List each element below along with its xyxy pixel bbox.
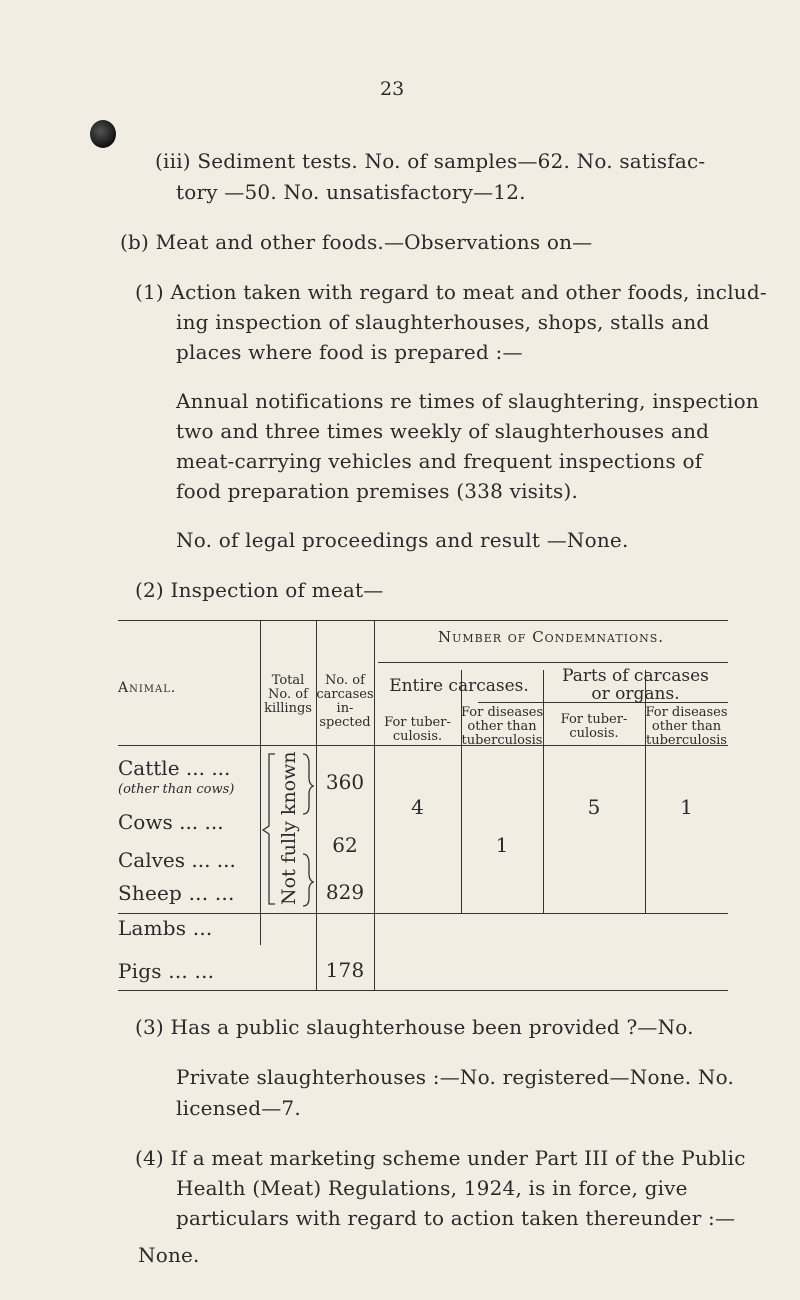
animal-row-cattle-note: (other than cows): [118, 782, 235, 797]
animal-column-header: Animal.: [118, 680, 177, 696]
animal-row-pigs: Pigs ... ...: [118, 959, 215, 983]
parts-tb-header-2: culosis.: [569, 726, 619, 741]
parts-other-value: 1: [680, 795, 693, 819]
item4-line-4: None.: [138, 1243, 200, 1267]
parts-other-header-2: other than: [651, 719, 722, 734]
item3-line-3: licensed—7.: [176, 1096, 301, 1120]
page-number: 23: [380, 78, 405, 100]
legal-proceedings: No. of legal proceedings and result —None.: [176, 528, 629, 552]
entire-other-header-2: other than: [467, 719, 537, 734]
parts-other-header-3: tuberculosis: [646, 733, 727, 748]
parts-other-header-1: For diseases: [645, 705, 728, 720]
animal-row-cows: Cows ... ...: [118, 810, 224, 834]
parts-tb-value: 5: [587, 795, 601, 819]
entire-tb-value: 4: [411, 795, 424, 819]
entire-carcases-header: Entire carcases.: [389, 676, 529, 696]
animal-row-sheep: Sheep ... ...: [118, 881, 235, 905]
entire-tb-header-1: For tuber-: [384, 715, 451, 730]
inspected-sheep-lambs: 829: [325, 880, 365, 904]
table-lower-rows: [118, 620, 728, 1010]
ink-blot: [90, 120, 116, 148]
entire-other-value: 1: [495, 833, 509, 857]
total-killings-label-3: killings: [264, 701, 312, 716]
entire-other-header-1: For diseases: [461, 705, 544, 720]
inspected-cattle-cows: 360: [325, 770, 365, 794]
inspected-calves: 62: [332, 833, 358, 857]
annual-line-3: meat-carrying vehicles and frequent inspections of: [176, 449, 703, 473]
parts-header-2: or organs.: [591, 684, 680, 704]
item2-heading: (2) Inspection of meat—: [135, 578, 384, 602]
item3-line-2: Private slaughterhouses :—No. registered—None. No.: [176, 1065, 735, 1089]
animal-row-lambs: Lambs ...: [118, 916, 213, 940]
inspected-pigs: 178: [325, 958, 365, 982]
not-fully-known-label: Not fully known: [278, 751, 300, 905]
parts-header-1: Parts of carcases: [562, 666, 709, 686]
annual-line-2: two and three times weekly of slaughterhouses and: [176, 419, 710, 443]
annual-line-4: food preparation premises (338 visits).: [176, 479, 578, 503]
item4-line-2: Health (Meat) Regulations, 1924, is in force, give: [176, 1176, 688, 1200]
condemnations-header: Number of Condemnations.: [437, 628, 665, 646]
total-killings-label-1: Total: [271, 673, 305, 688]
sediment-line-1: (iii) Sediment tests. No. of samples—62. No. satisfac-: [155, 149, 706, 173]
inspected-label-1: No. of: [325, 673, 365, 688]
item4-line-3: particulars with regard to action taken thereunder :—: [176, 1206, 736, 1230]
item3-line-1: (3) Has a public slaughterhouse been provided ?—No.: [135, 1015, 694, 1039]
sediment-line-2: tory —50. No. unsatisfactory—12.: [176, 180, 526, 204]
item1-line-2: ing inspection of slaughterhouses, shops, stalls and: [176, 310, 710, 334]
entire-tb-header-2: culosis.: [392, 729, 443, 744]
parts-tb-header-1: For tuber-: [560, 712, 628, 727]
inspected-label-3: in-: [336, 701, 354, 716]
animal-row-calves: Calves ... ...: [118, 848, 236, 872]
animal-row-cattle: Cattle ... ...: [118, 756, 231, 780]
entire-other-header-3: tuberculosis: [461, 733, 543, 748]
item1-line-3: places where food is prepared :—: [176, 340, 523, 364]
item4-line-1: (4) If a meat marketing scheme under Part III of the Public: [135, 1146, 746, 1170]
total-killings-label-2: No. of: [268, 687, 308, 702]
inspected-label-4: spected: [319, 715, 371, 730]
item1-line-1: (1) Action taken with regard to meat and other foods, includ-: [135, 280, 767, 304]
meat-heading: (b) Meat and other foods.—Observations on—: [120, 230, 593, 254]
annual-line-1: Annual notifications re times of slaughtering, inspection: [176, 389, 759, 413]
inspected-label-2: carcases: [316, 687, 374, 702]
